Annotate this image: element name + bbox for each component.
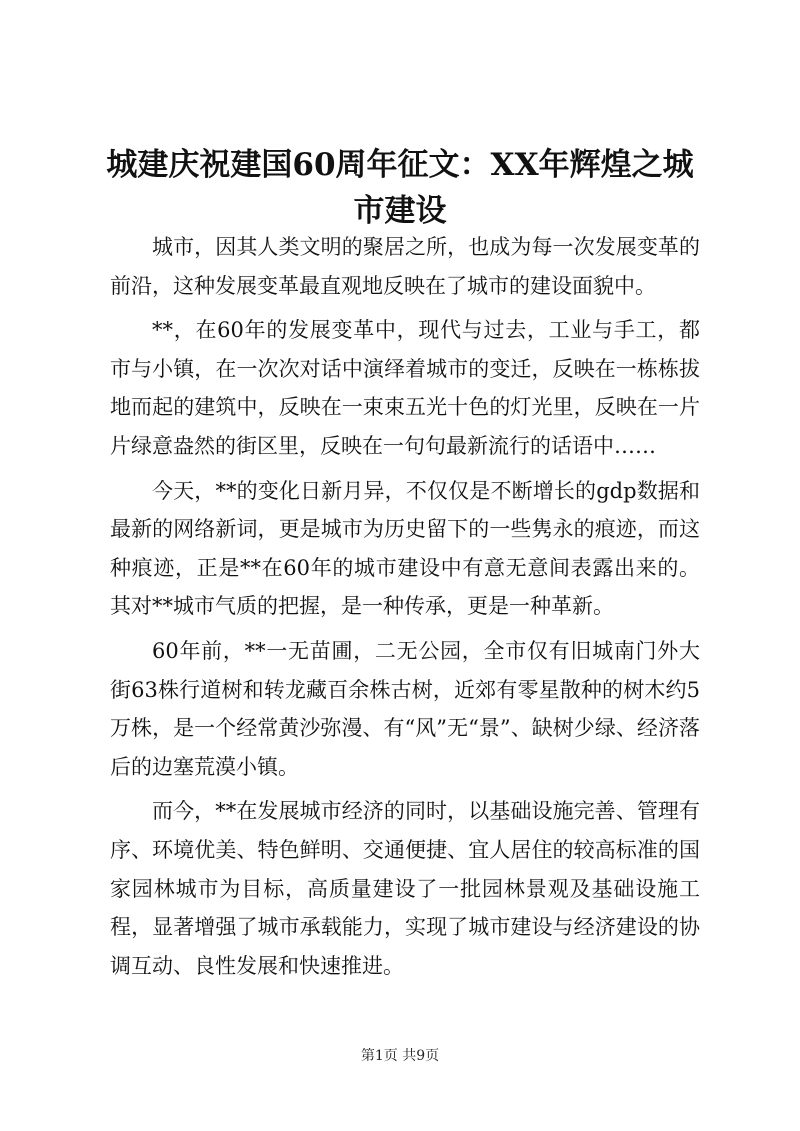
paragraph-5: 而今，**在发展城市经济的同时，以基础设施完善、管理有序、环境优美、特色鲜明、交通便捷、宜人居住的较高标准的国家园林城市为目标，高质量建设了一批园林景观及基础设施工程，显著增强了城市承载能力，实现了城市建设与经济建设的协调互动、良性发展和快速推进。 <box>110 799 700 978</box>
document-title: 城建庆祝建国60周年征文：XX年辉煌之城市建设 <box>106 147 694 229</box>
page-footer: 第1页 共9页 <box>360 1048 440 1064</box>
document-body <box>110 228 700 991</box>
paragraph-4: 60年前，**一无苗圃，二无公园，全市仅有旧城南门外大街63株行道树和转龙藏百余株古树，近郊有零星散种的树木约5万株，是一个经常黄沙弥漫、有“风”无“景”、缺树少绿、经济落后的边塞荒漠小镇。 <box>110 638 700 779</box>
paragraph-1: 城市，因其人类文明的聚居之所，也成为每一次发展变革的前沿，这种发展变革最直观地反映在了城市的建设面貌中。 <box>110 235 700 298</box>
paragraph-2: **，在60年的发展变革中，现代与过去，工业与手工，都市与小镇，在一次次对话中演绎着城市的变迁，反映在一栋栋拔地而起的建筑中，反映在一束束五光十色的灯光里，反映在一片片绿意盎然的街区里，反映在一句句最新流行的话语中…… <box>110 318 700 458</box>
paragraph-3: 今天，**的变化日新月异，不仅仅是不断增长的gdp数据和最新的网络新词，更是城市为历史留下的一些隽永的痕迹，而这种痕迹，正是**在60年的城市建设中有意无意间表露出来的。其对**城市气质的把握，是一种传承，更是一种革新。 <box>110 478 700 619</box>
